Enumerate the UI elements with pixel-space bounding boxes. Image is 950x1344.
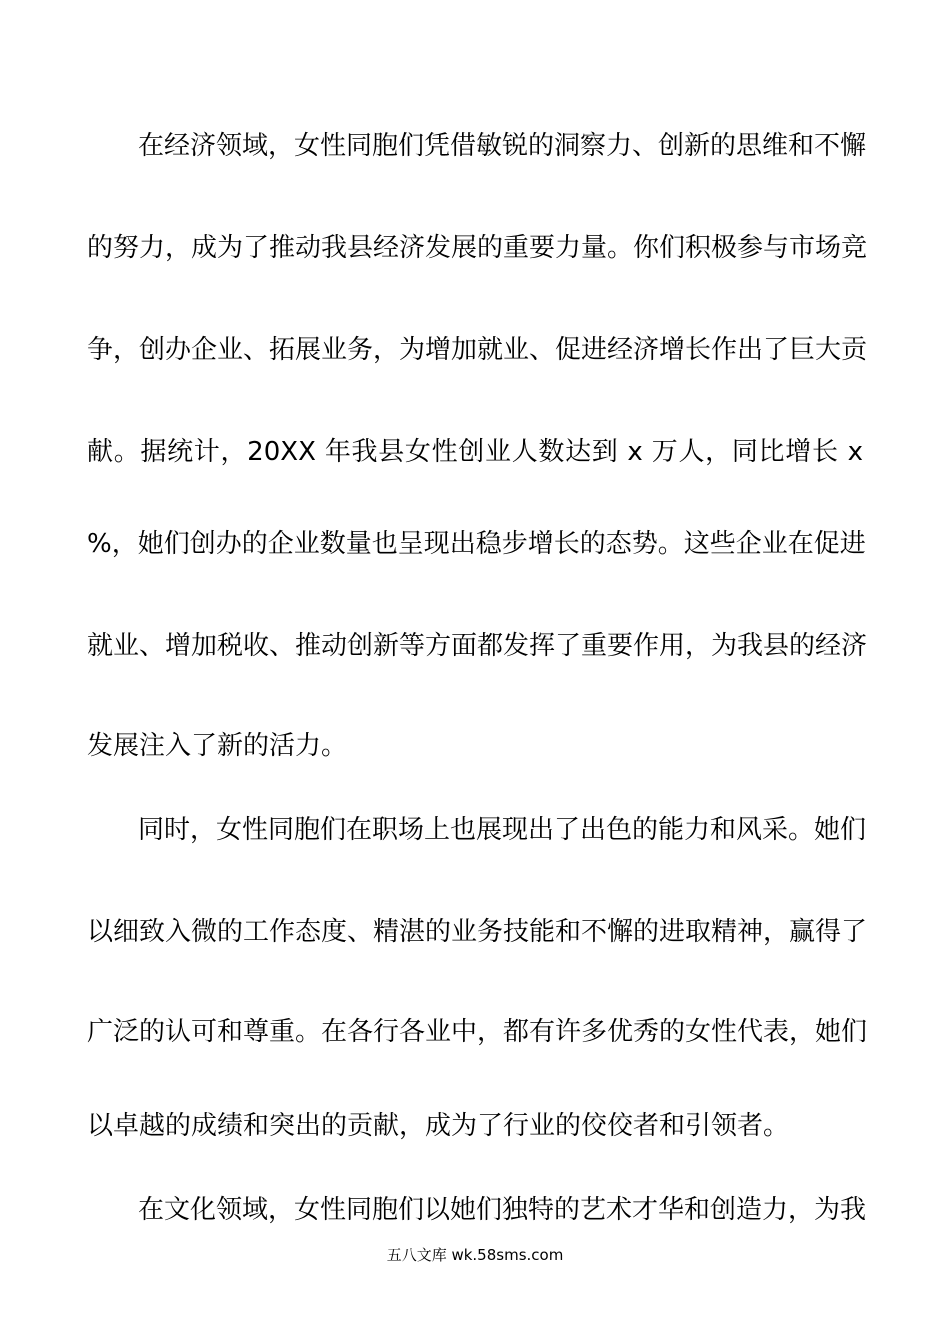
- paragraph-line: 以卓越的成绩和突出的贡献，成为了行业的佼佼者和引领者。: [87, 1111, 790, 1141]
- paragraph-line: 献。据统计，20XX 年我县女性创业人数达到 x 万人，同比增长 x: [87, 437, 863, 467]
- paragraph-line: 在文化领域，女性同胞们以她们独特的艺术才华和创造力，为我: [138, 1195, 867, 1225]
- paragraph-line: 以细致入微的工作态度、精湛的业务技能和不懈的进取精神，赢得了: [87, 917, 868, 947]
- paragraph-line: 在经济领域，女性同胞们凭借敏锐的洞察力、创新的思维和不懈: [138, 131, 867, 161]
- paragraph-line: 的努力，成为了推动我县经济发展的重要力量。你们积极参与市场竞: [87, 233, 868, 263]
- paragraph-line: %，她们创办的企业数量也呈现出稳步增长的态势。这些企业在促进: [87, 529, 866, 559]
- paragraph-line: 发展注入了新的活力。: [87, 731, 348, 761]
- paragraph-line: 同时，女性同胞们在职场上也展现出了出色的能力和风采。她们: [138, 815, 867, 845]
- paragraph-line: 广泛的认可和尊重。在各行各业中，都有许多优秀的女性代表，她们: [87, 1017, 868, 1047]
- paragraph-line: 争，创办企业、拓展业务，为增加就业、促进经济增长作出了巨大贡: [87, 335, 868, 365]
- footer-watermark-text: 五八文库 wk.58sms.com: [386, 1246, 564, 1264]
- paragraph-line: 就业、增加税收、推动创新等方面都发挥了重要作用，为我县的经济: [87, 631, 868, 661]
